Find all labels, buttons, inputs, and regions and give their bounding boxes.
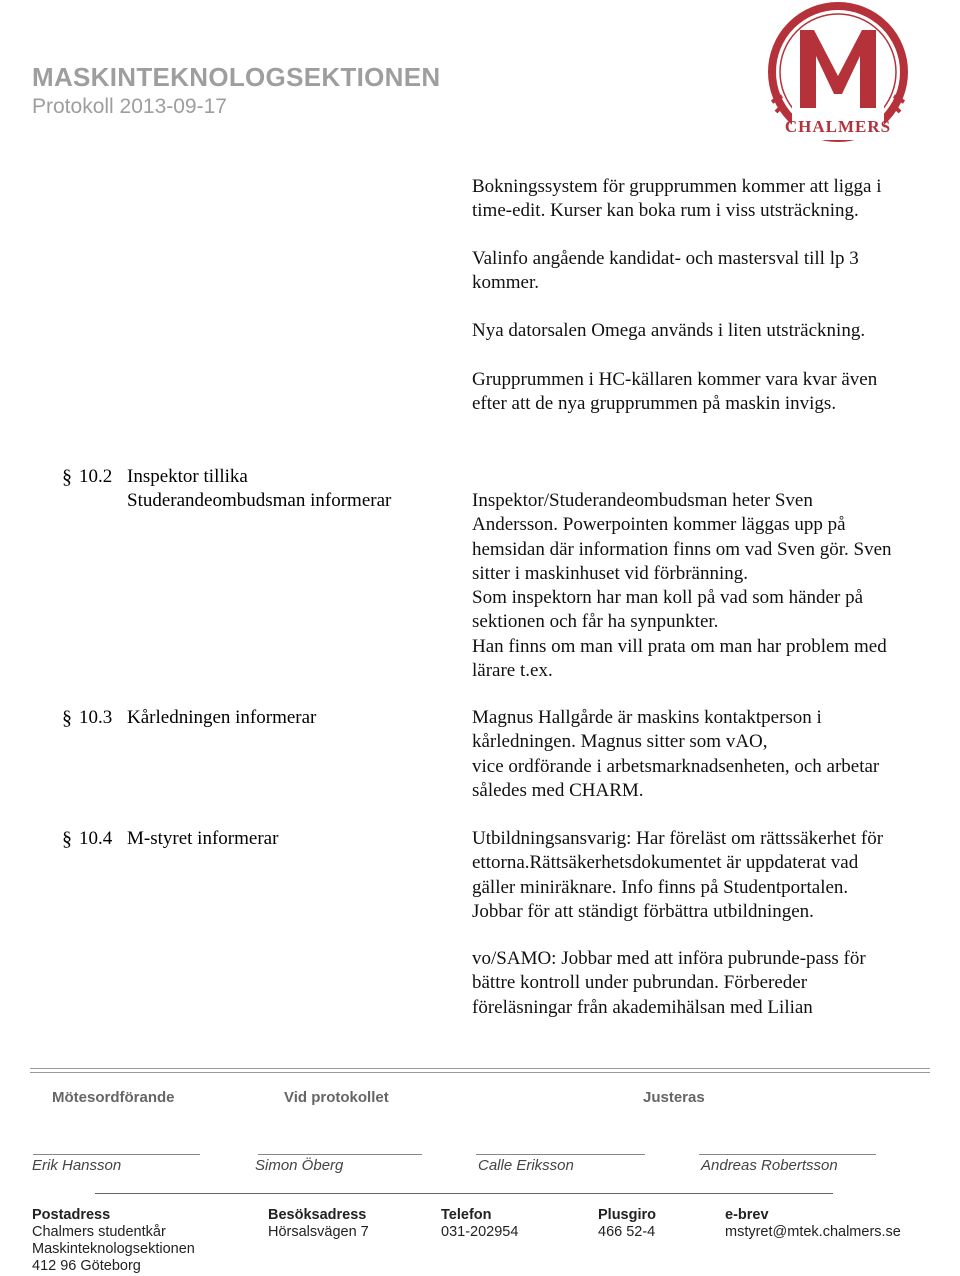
section-number: 10.2 <box>79 466 113 487</box>
section-title: M-styret informerar <box>127 828 279 849</box>
footer-visit-address: Besöksadress Hörsalsvägen 7 <box>268 1207 369 1240</box>
signature-heading-secretary: Vid protokollet <box>284 1089 389 1106</box>
signature-line <box>33 1154 200 1155</box>
section-body: Utbildningsansvarig: Har föreläst om rättssäkerhet för ettorna.Rättsäkerhetsdokumentet är uppdaterat vad gäller miniräknare. Info finns på Studentportalen. Jobbar för att ständigt förbättra utbildningen. <box>472 828 884 922</box>
signature-name: Andreas Robertsson <box>701 1157 838 1174</box>
section-number: 10.3 <box>79 707 113 728</box>
section-title: Inspektor tillika Studerandeombudsman informerar <box>127 466 392 512</box>
chalmers-m-logo <box>738 0 938 160</box>
signature-line <box>699 1154 876 1155</box>
footer-plusgiro: Plusgiro 466 52-4 <box>598 1207 657 1240</box>
section-name: MASKINTEKNOLOGSEKTIONEN <box>32 62 441 92</box>
signature-line <box>476 1154 645 1155</box>
intro-paragraph: Grupprummen i HC-källaren kommer vara kvar även efter att de nya grupprummen på maskin invigs. <box>472 369 878 415</box>
footer-phone: Telefon 031-202954 <box>441 1207 519 1240</box>
intro-paragraph: Nya datorsalen Omega används i liten utsträckning. <box>472 320 866 341</box>
signature-name: Simon Öberg <box>255 1157 344 1174</box>
section-title: Kårledningen informerar <box>127 707 317 728</box>
footer-divider <box>95 1193 833 1194</box>
intro-paragraph: Bokningssystem för grupprummen kommer att ligga i time-edit. Kurser kan boka rum i viss utsträckning. <box>472 176 882 222</box>
section-body: Magnus Hallgårde är maskins kontaktperson i kårledningen. Magnus sitter som vAO, vice ordförande i arbetsmarknadsenheten, och arbetar således med CHARM. <box>472 707 880 801</box>
signature-heading-chair: Mötesordförande <box>52 1089 175 1106</box>
intro-paragraph: Valinfo angående kandidat- och mastersval till lp 3 kommer. <box>472 248 859 294</box>
section-symbol: § <box>62 466 72 488</box>
section-body-extra: vo/SAMO: Jobbar med att införa pubrunde-pass för bättre kontroll under pubrundan. Förbereder föreläsningar från akademihälsan med Lilian <box>472 948 866 1018</box>
signature-divider <box>30 1068 930 1073</box>
footer-postal-address: Postadress Chalmers studentkår Maskinteknologsektionen 412 96 Göteborg <box>32 1207 195 1274</box>
section-body: Inspektor/Studerandeombudsman heter Sven Andersson. Powerpointen kommer läggas upp på hemsidan där information finns om vad Sven gör. Sven sitter i maskinhuset vid förbränning. Som inspektorn har man koll på vad som händer på sektionen och får ha synpunkter. Han finns om man vill prata om man har problem med lärare t.ex. <box>472 490 892 682</box>
section-symbol: § <box>62 707 72 729</box>
section-number: 10.4 <box>79 828 113 849</box>
signature-name: Erik Hansson <box>32 1157 122 1174</box>
signature-line <box>258 1154 422 1155</box>
protocol-date: Protokoll 2013-09-17 <box>32 95 227 118</box>
signature-heading-adjusters: Justeras <box>643 1089 705 1106</box>
logo-text: CHALMERS <box>784 117 892 136</box>
footer-email: e-brev mstyret@mtek.chalmers.se <box>725 1207 901 1240</box>
signature-name: Calle Eriksson <box>478 1157 574 1174</box>
section-symbol: § <box>62 828 72 850</box>
